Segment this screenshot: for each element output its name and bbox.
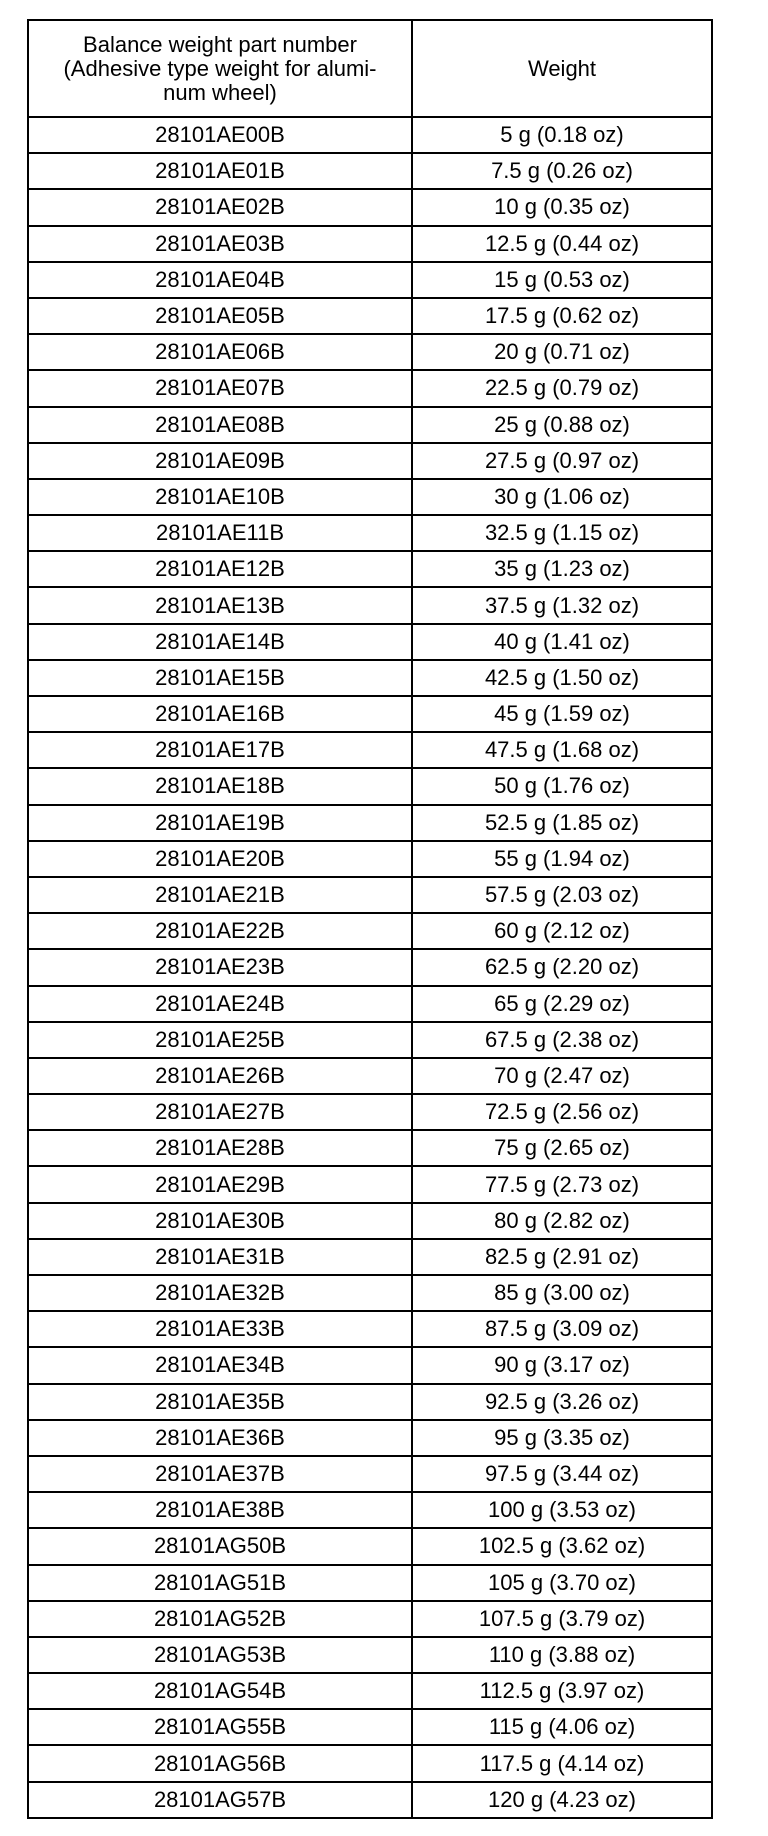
weight-cell: 115 g (4.06 oz) [412, 1709, 712, 1745]
header-part-number-line-3: num wheel) [163, 79, 277, 105]
table-row [28, 1166, 712, 1202]
weight-cell: 70 g (2.47 oz) [412, 1058, 712, 1094]
part-number-cell: 28101AE31B [28, 1239, 412, 1275]
weight-cell: 22.5 g (0.79 oz) [412, 370, 712, 406]
part-number-cell: 28101AE20B [28, 841, 412, 877]
part-number-cell: 28101AE18B [28, 768, 412, 804]
part-number-cell: 28101AG57B [28, 1782, 412, 1818]
part-number-cell: 28101AE21B [28, 877, 412, 913]
part-number-cell: 28101AE06B [28, 334, 412, 370]
weight-cell: 62.5 g (2.20 oz) [412, 949, 712, 985]
weight-cell: 25 g (0.88 oz) [412, 407, 712, 443]
weight-cell: 45 g (1.59 oz) [412, 696, 712, 732]
part-number-cell: 28101AE00B [28, 117, 412, 153]
part-number-cell: 28101AE27B [28, 1094, 412, 1130]
table-row [28, 551, 712, 587]
table-row [28, 1492, 712, 1528]
part-number-cell: 28101AG51B [28, 1565, 412, 1601]
weight-cell: 30 g (1.06 oz) [412, 479, 712, 515]
weight-cell: 50 g (1.76 oz) [412, 768, 712, 804]
part-number-cell: 28101AE07B [28, 370, 412, 406]
table-row [28, 1275, 712, 1311]
table-row [28, 1673, 712, 1709]
table-row [28, 1601, 712, 1637]
header-part-number [28, 20, 412, 117]
part-number-cell: 28101AE12B [28, 551, 412, 587]
weight-cell: 35 g (1.23 oz) [412, 551, 712, 587]
part-number-cell: 28101AE16B [28, 696, 412, 732]
weight-cell: 77.5 g (2.73 oz) [412, 1166, 712, 1202]
weight-cell: 82.5 g (2.91 oz) [412, 1239, 712, 1275]
table-body [28, 117, 712, 1818]
weight-cell: 75 g (2.65 oz) [412, 1130, 712, 1166]
weight-cell: 117.5 g (4.14 oz) [412, 1745, 712, 1781]
part-number-cell: 28101AE29B [28, 1166, 412, 1202]
weight-cell: 72.5 g (2.56 oz) [412, 1094, 712, 1130]
table-row [28, 1094, 712, 1130]
table-row [28, 1130, 712, 1166]
table-row [28, 732, 712, 768]
part-number-cell: 28101AE02B [28, 189, 412, 225]
table-row [28, 262, 712, 298]
weight-cell: 32.5 g (1.15 oz) [412, 515, 712, 551]
part-number-cell: 28101AE23B [28, 949, 412, 985]
part-number-cell: 28101AE17B [28, 732, 412, 768]
weight-cell: 90 g (3.17 oz) [412, 1347, 712, 1383]
table-row [28, 1637, 712, 1673]
weight-cell: 52.5 g (1.85 oz) [412, 805, 712, 841]
weight-cell: 27.5 g (0.97 oz) [412, 443, 712, 479]
part-number-cell: 28101AG56B [28, 1745, 412, 1781]
weight-cell: 42.5 g (1.50 oz) [412, 660, 712, 696]
weight-cell: 120 g (4.23 oz) [412, 1782, 712, 1818]
weight-cell: 87.5 g (3.09 oz) [412, 1311, 712, 1347]
part-number-cell: 28101AG52B [28, 1601, 412, 1637]
weight-cell: 65 g (2.29 oz) [412, 986, 712, 1022]
weight-cell: 80 g (2.82 oz) [412, 1203, 712, 1239]
table-row [28, 1745, 712, 1781]
table-row [28, 841, 712, 877]
part-number-cell: 28101AE37B [28, 1456, 412, 1492]
weight-cell: 102.5 g (3.62 oz) [412, 1528, 712, 1564]
part-number-cell: 28101AE05B [28, 298, 412, 334]
weight-cell: 57.5 g (2.03 oz) [412, 877, 712, 913]
header-row [28, 20, 712, 117]
part-number-cell: 28101AE38B [28, 1492, 412, 1528]
table-row [28, 1709, 712, 1745]
header-part-number-line-2: (Adhesive type weight for alumi- [63, 55, 377, 81]
weight-cell: 40 g (1.41 oz) [412, 624, 712, 660]
table-row [28, 334, 712, 370]
weight-cell: 107.5 g (3.79 oz) [412, 1601, 712, 1637]
part-number-cell: 28101AG53B [28, 1637, 412, 1673]
part-number-cell: 28101AE04B [28, 262, 412, 298]
weight-cell: 110 g (3.88 oz) [412, 1637, 712, 1673]
table-row [28, 1203, 712, 1239]
part-number-cell: 28101AE10B [28, 479, 412, 515]
table-row [28, 407, 712, 443]
table-row [28, 949, 712, 985]
table-row [28, 153, 712, 189]
weight-cell: 12.5 g (0.44 oz) [412, 226, 712, 262]
part-number-cell: 28101AE26B [28, 1058, 412, 1094]
table-row [28, 768, 712, 804]
weight-cell: 10 g (0.35 oz) [412, 189, 712, 225]
table-row [28, 986, 712, 1022]
weight-cell: 5 g (0.18 oz) [412, 117, 712, 153]
table-row [28, 913, 712, 949]
weight-cell: 92.5 g (3.26 oz) [412, 1384, 712, 1420]
part-number-cell: 28101AG54B [28, 1673, 412, 1709]
table-row [28, 1420, 712, 1456]
weight-cell: 100 g (3.53 oz) [412, 1492, 712, 1528]
table-row [28, 117, 712, 153]
weight-cell: 67.5 g (2.38 oz) [412, 1022, 712, 1058]
part-number-cell: 28101AE35B [28, 1384, 412, 1420]
table-row [28, 1528, 712, 1564]
part-number-cell: 28101AE32B [28, 1275, 412, 1311]
weight-cell: 105 g (3.70 oz) [412, 1565, 712, 1601]
table-row [28, 805, 712, 841]
table-row [28, 226, 712, 262]
part-number-cell: 28101AE22B [28, 913, 412, 949]
table-row [28, 515, 712, 551]
table-header [28, 20, 712, 117]
part-number-cell: 28101AE15B [28, 660, 412, 696]
part-number-cell: 28101AG50B [28, 1528, 412, 1564]
header-part-number-line-1: Balance weight part number [83, 31, 357, 57]
part-number-cell: 28101AE25B [28, 1022, 412, 1058]
table-row [28, 479, 712, 515]
weight-cell: 60 g (2.12 oz) [412, 913, 712, 949]
weight-cell: 95 g (3.35 oz) [412, 1420, 712, 1456]
table-row [28, 1239, 712, 1275]
weight-cell: 55 g (1.94 oz) [412, 841, 712, 877]
table-row [28, 1384, 712, 1420]
weight-cell: 112.5 g (3.97 oz) [412, 1673, 712, 1709]
table-row [28, 1782, 712, 1818]
part-number-cell: 28101AE24B [28, 986, 412, 1022]
header-weight: Weight [412, 20, 712, 117]
table-row [28, 1565, 712, 1601]
part-number-cell: 28101AE03B [28, 226, 412, 262]
weight-cell: 97.5 g (3.44 oz) [412, 1456, 712, 1492]
part-number-cell: 28101AE11B [28, 515, 412, 551]
balance-weight-table [27, 19, 713, 1819]
weight-cell: 15 g (0.53 oz) [412, 262, 712, 298]
table-row [28, 1311, 712, 1347]
table-row [28, 1058, 712, 1094]
part-number-cell: 28101AE33B [28, 1311, 412, 1347]
table-row [28, 298, 712, 334]
weight-cell: 7.5 g (0.26 oz) [412, 153, 712, 189]
table-row [28, 696, 712, 732]
part-number-cell: 28101AE14B [28, 624, 412, 660]
table-row [28, 1456, 712, 1492]
weight-cell: 37.5 g (1.32 oz) [412, 587, 712, 623]
part-number-cell: 28101AE34B [28, 1347, 412, 1383]
weight-cell: 17.5 g (0.62 oz) [412, 298, 712, 334]
weight-cell: 85 g (3.00 oz) [412, 1275, 712, 1311]
part-number-cell: 28101AE36B [28, 1420, 412, 1456]
part-number-cell: 28101AE13B [28, 587, 412, 623]
part-number-cell: 28101AE19B [28, 805, 412, 841]
table-row [28, 189, 712, 225]
weight-cell: 47.5 g (1.68 oz) [412, 732, 712, 768]
part-number-cell: 28101AE01B [28, 153, 412, 189]
table-row [28, 1022, 712, 1058]
part-number-cell: 28101AE30B [28, 1203, 412, 1239]
table-row [28, 370, 712, 406]
table-row [28, 877, 712, 913]
part-number-cell: 28101AG55B [28, 1709, 412, 1745]
table-row [28, 587, 712, 623]
table-row [28, 624, 712, 660]
weight-cell: 20 g (0.71 oz) [412, 334, 712, 370]
table-row [28, 660, 712, 696]
part-number-cell: 28101AE09B [28, 443, 412, 479]
table-row [28, 443, 712, 479]
part-number-cell: 28101AE08B [28, 407, 412, 443]
table-row [28, 1347, 712, 1383]
part-number-cell: 28101AE28B [28, 1130, 412, 1166]
